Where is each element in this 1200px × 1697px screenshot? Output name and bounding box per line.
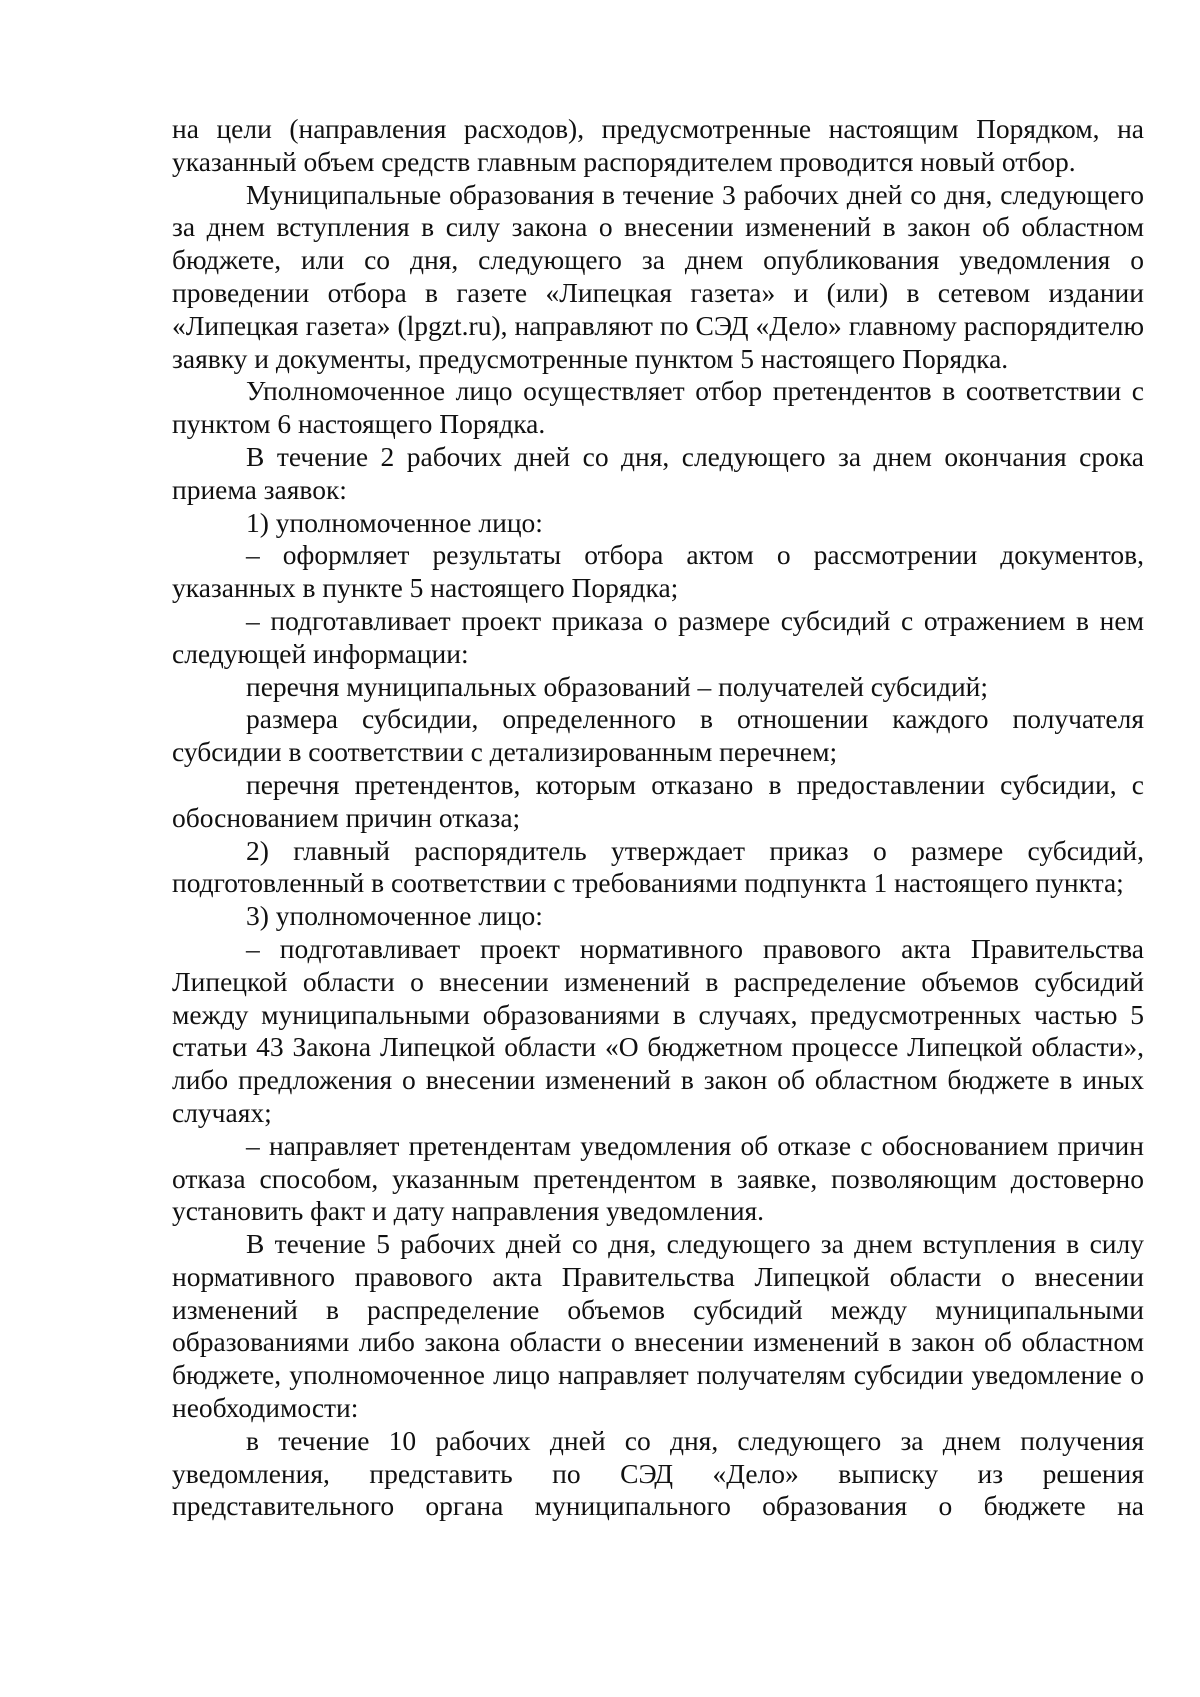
- list-item-3-authorized-person: 3) уполномоченное лицо:: [246, 900, 543, 932]
- list-item-2-order-approval: 2) главный распорядитель утверждает приказ о размере субсидий, подготовленный в соответствии с требованиями подпункта 1 настоящего пункта;: [172, 834, 1144, 899]
- paragraph-five-days-term: В течение 5 рабочих дней со дня, следующего за днем вступления в силу нормативного правового акта Правительства Липецкой области о внесении изменений в распределение объемов субсидий между муниципальными образованиями либо закона области о внесении изменений в закон об областном бюджете, уполномоченное лицо направляет получателям субсидии уведомление о необходимости:: [172, 1228, 1144, 1424]
- list-item-3-draft-act: – подготавливает проект нормативного правового акта Правительства Липецкой области о внесении изменений в распределение объемов субсидий между муниципальными образованиями в случаях, предусмотренных частью 5 статьи 43 Закона Липецкой области «О бюджетном процессе Липецкой области», либо предложения о внесении изменений в закон об областном бюджете в иных случаях;: [172, 932, 1144, 1128]
- document-page: [172, 113, 1144, 1523]
- paragraph-authorized-person-selection: Уполномоченное лицо осуществляет отбор претендентов в соответствии с пунктом 6 настоящего Порядка.: [172, 375, 1144, 440]
- list-item-3-refusal-notices: – направляет претендентам уведомления об отказе с обоснованием причин отказа способом, указанным претендентом в заявке, позволяющим достоверно установить факт и дату направления уведомления.: [172, 1129, 1144, 1227]
- list-item-1-act-of-review: – оформляет результаты отбора актом о рассмотрении документов, указанных в пункте 5 настоящего Порядка;: [172, 539, 1144, 604]
- list-item-subsidy-size: размера субсидии, определенного в отношении каждого получателя субсидии в соответствии с детализированным перечнем;: [172, 703, 1144, 768]
- list-item-1-authorized-person: 1) уполномоченное лицо:: [246, 506, 543, 538]
- paragraph-continuation: на цели (направления расходов), предусмотренные настоящим Порядком, на указанный объем средств главным распорядителем проводится новый отбор.: [172, 113, 1144, 177]
- list-item-recipients-list: перечня муниципальных образований – получателей субсидий;: [246, 670, 989, 702]
- paragraph-ten-days-term: в течение 10 рабочих дней со дня, следующего за днем получения уведомления, представить по СЭД «Дело» выписку из решения представительного органа муниципального образования о бюджете на: [172, 1424, 1144, 1522]
- list-item-refused-applicants: перечня претендентов, которым отказано в предоставлении субсидии, с обоснованием причин отказа;: [172, 768, 1144, 833]
- list-item-1-draft-order: – подготавливает проект приказа о размере субсидий с отражением в нем следующей информации:: [172, 604, 1144, 669]
- paragraph-municipal-applications: Муниципальные образования в течение 3 рабочих дней со дня, следующего за днем вступления в силу закона о внесении изменений в закон об областном бюджете, или со дня, следующего за днем опубликования уведомления о проведении отбора в газете «Липецкая газета» и (или) в сетевом издании «Липецкая газета» (lpgzt.ru), направляют по СЭД «Дело» главному распорядителю заявку и документы, предусмотренные пунктом 5 настоящего Порядка.: [172, 178, 1144, 374]
- paragraph-two-days-term: В течение 2 рабочих дней со дня, следующего за днем окончания срока приема заявок:: [172, 440, 1144, 505]
